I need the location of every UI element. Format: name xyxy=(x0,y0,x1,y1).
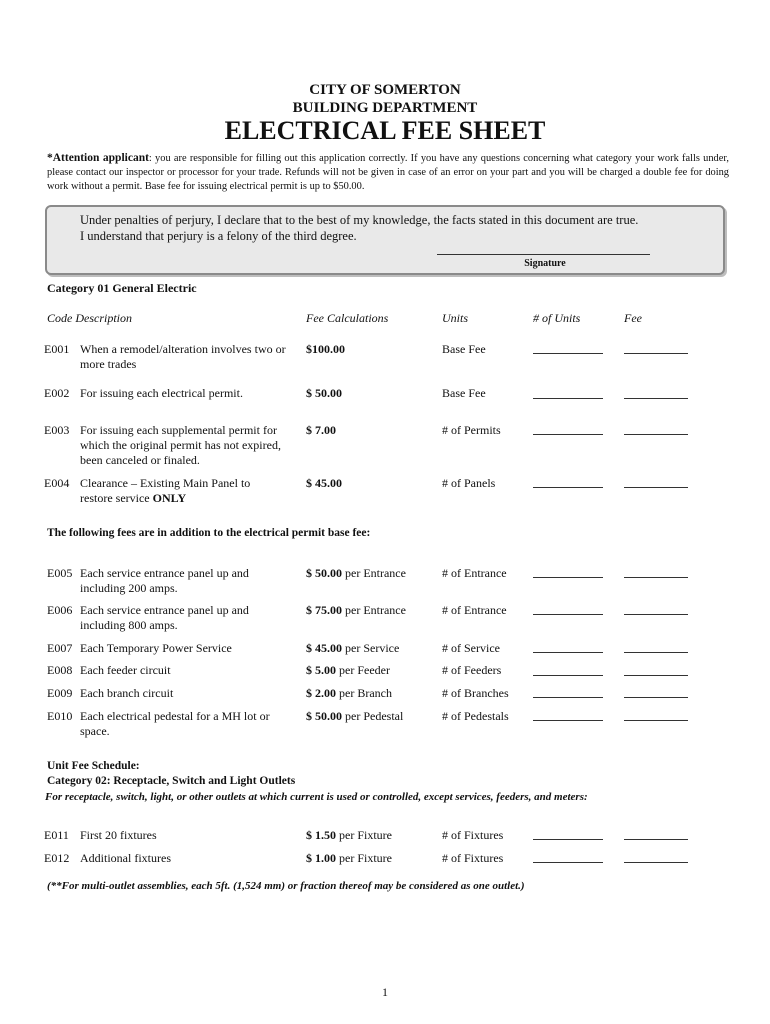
units-count-field[interactable] xyxy=(533,398,603,399)
row-units: # of Feeders xyxy=(442,663,502,677)
header-number-of-units: # of Units xyxy=(533,311,581,325)
category-02-subtitle: For receptacle, switch, light, or other outlets at which current is used or controlled, except services, feeders, and meters: xyxy=(45,791,588,803)
row-code: E006 xyxy=(47,603,73,617)
signature-line[interactable] xyxy=(437,254,650,255)
declaration-text xyxy=(80,212,710,244)
declaration-line-1: Under penalties of perjury, I declare that to the best of my knowledge, the facts stated in this document are true. xyxy=(80,213,639,227)
row-code: E011 xyxy=(44,828,69,842)
row-fee-calc: $ 7.00 xyxy=(306,423,336,437)
multi-outlet-note: (**For multi-outlet assemblies, each 5ft. (1,524 mm) or fraction thereof may be considered as one outlet.) xyxy=(47,880,525,892)
row-fee-calc: $ 45.00 per Service xyxy=(306,641,400,655)
units-count-field[interactable] xyxy=(533,720,603,721)
row-code: E007 xyxy=(47,641,73,655)
row-code: E008 xyxy=(47,663,73,677)
fee-field[interactable] xyxy=(624,398,688,399)
units-count-field[interactable] xyxy=(533,353,603,354)
fee-field[interactable] xyxy=(624,353,688,354)
declaration-line-2: I understand that perjury is a felony of the third degree. xyxy=(80,229,357,243)
category-01-title: Category 01 General Electric xyxy=(47,281,197,295)
row-units: Base Fee xyxy=(442,386,486,400)
additional-fees-title: The following fees are in addition to the electrical permit base fee: xyxy=(47,527,371,539)
units-count-field[interactable] xyxy=(533,487,603,488)
page-number: 1 xyxy=(382,985,388,999)
fee-field[interactable] xyxy=(624,720,688,721)
units-count-field[interactable] xyxy=(533,434,603,435)
row-description: Each feeder circuit xyxy=(80,663,171,677)
row-units: Base Fee xyxy=(442,342,486,356)
fee-field[interactable] xyxy=(624,652,688,653)
attention-label: *Attention applicant xyxy=(47,152,149,164)
row-fee-calc: $ 75.00 per Entrance xyxy=(306,603,406,617)
department-name: BUILDING DEPARTMENT xyxy=(292,100,478,116)
fee-field[interactable] xyxy=(624,839,688,840)
row-description: First 20 fixtures xyxy=(80,828,157,842)
row-units: # of Panels xyxy=(442,476,496,490)
row-fee-calc: $ 2.00 per Branch xyxy=(306,686,392,700)
row-code: E004 xyxy=(44,476,70,490)
row-description: For issuing each electrical permit. xyxy=(80,386,243,400)
fee-field[interactable] xyxy=(624,862,688,863)
row-description: Each Temporary Power Service xyxy=(80,641,232,655)
row-code: E009 xyxy=(47,686,73,700)
fee-field[interactable] xyxy=(624,675,688,676)
row-units: # of Service xyxy=(442,641,500,655)
row-fee-calc: $ 5.00 per Feeder xyxy=(306,663,390,677)
units-count-field[interactable] xyxy=(533,839,603,840)
units-count-field[interactable] xyxy=(533,675,603,676)
row-description: Each service entrance panel up and including 200 amps. xyxy=(80,566,249,595)
row-units: # of Fixtures xyxy=(442,828,504,842)
row-fee-calc: $ 50.00 per Pedestal xyxy=(306,709,404,723)
row-fee-calc: $ 1.00 per Fixture xyxy=(306,851,392,865)
units-count-field[interactable] xyxy=(533,614,603,615)
fee-field[interactable] xyxy=(624,697,688,698)
row-units: # of Entrance xyxy=(442,566,507,580)
header-fee: Fee xyxy=(624,311,642,325)
header-code-description: Code Description xyxy=(47,311,132,325)
city-name: CITY OF SOMERTON xyxy=(309,82,461,98)
units-count-field[interactable] xyxy=(533,652,603,653)
category-02-title: Category 02: Receptacle, Switch and Light Outlets xyxy=(47,775,296,787)
row-description: Each branch circuit xyxy=(80,686,174,700)
row-units: # of Pedestals xyxy=(442,709,509,723)
row-units: # of Permits xyxy=(442,423,501,437)
row-fee-calc: $ 50.00 per Entrance xyxy=(306,566,406,580)
header-units: Units xyxy=(442,311,469,325)
row-code: E003 xyxy=(44,423,70,437)
page-title: ELECTRICAL FEE SHEET xyxy=(224,116,546,145)
row-code: E005 xyxy=(47,566,73,580)
row-fee-calc: $100.00 xyxy=(306,342,345,356)
units-count-field[interactable] xyxy=(533,577,603,578)
units-count-field[interactable] xyxy=(533,862,603,863)
row-fee-calc: $ 50.00 xyxy=(306,386,342,400)
row-code: E012 xyxy=(44,851,70,865)
fee-field[interactable] xyxy=(624,434,688,435)
units-count-field[interactable] xyxy=(533,697,603,698)
row-units: # of Entrance xyxy=(442,603,507,617)
attention-paragraph xyxy=(47,151,729,194)
row-description: When a remodel/alteration involves two or more trades xyxy=(80,342,286,371)
signature-label: Signature xyxy=(524,258,566,269)
row-fee-calc: $ 1.50 per Fixture xyxy=(306,828,392,842)
row-units: # of Branches xyxy=(442,686,509,700)
row-description: Each service entrance panel up and including 800 amps. xyxy=(80,603,249,632)
row-description: For issuing each supplemental permit for which the original permit has not expired, been canceled or finaled. xyxy=(80,423,281,467)
row-code: E010 xyxy=(47,709,73,723)
row-code: E002 xyxy=(44,386,70,400)
row-description: Each electrical pedestal for a MH lot or space. xyxy=(80,709,270,738)
fee-field[interactable] xyxy=(624,577,688,578)
row-description: Clearance – Existing Main Panel to restore service ONLY xyxy=(80,476,251,505)
row-description: Additional fixtures xyxy=(80,851,171,865)
fee-field[interactable] xyxy=(624,614,688,615)
row-code: E001 xyxy=(44,342,70,356)
row-units: # of Fixtures xyxy=(442,851,504,865)
header-fee-calculations: Fee Calculations xyxy=(306,311,389,325)
row-fee-calc: $ 45.00 xyxy=(306,476,342,490)
unit-fee-schedule-title: Unit Fee Schedule: xyxy=(47,760,140,772)
attention-text: : you are responsible for filling out this application correctly. If you have any questions concerning what category your work falls under, please contact our inspector or processor for your trade. Refunds will not be given in case of an error on your part and you will be charged a double fee for doing work without a permit. Base fee for issuing electrical permit is up to $50.00. xyxy=(47,153,729,192)
fee-field[interactable] xyxy=(624,487,688,488)
